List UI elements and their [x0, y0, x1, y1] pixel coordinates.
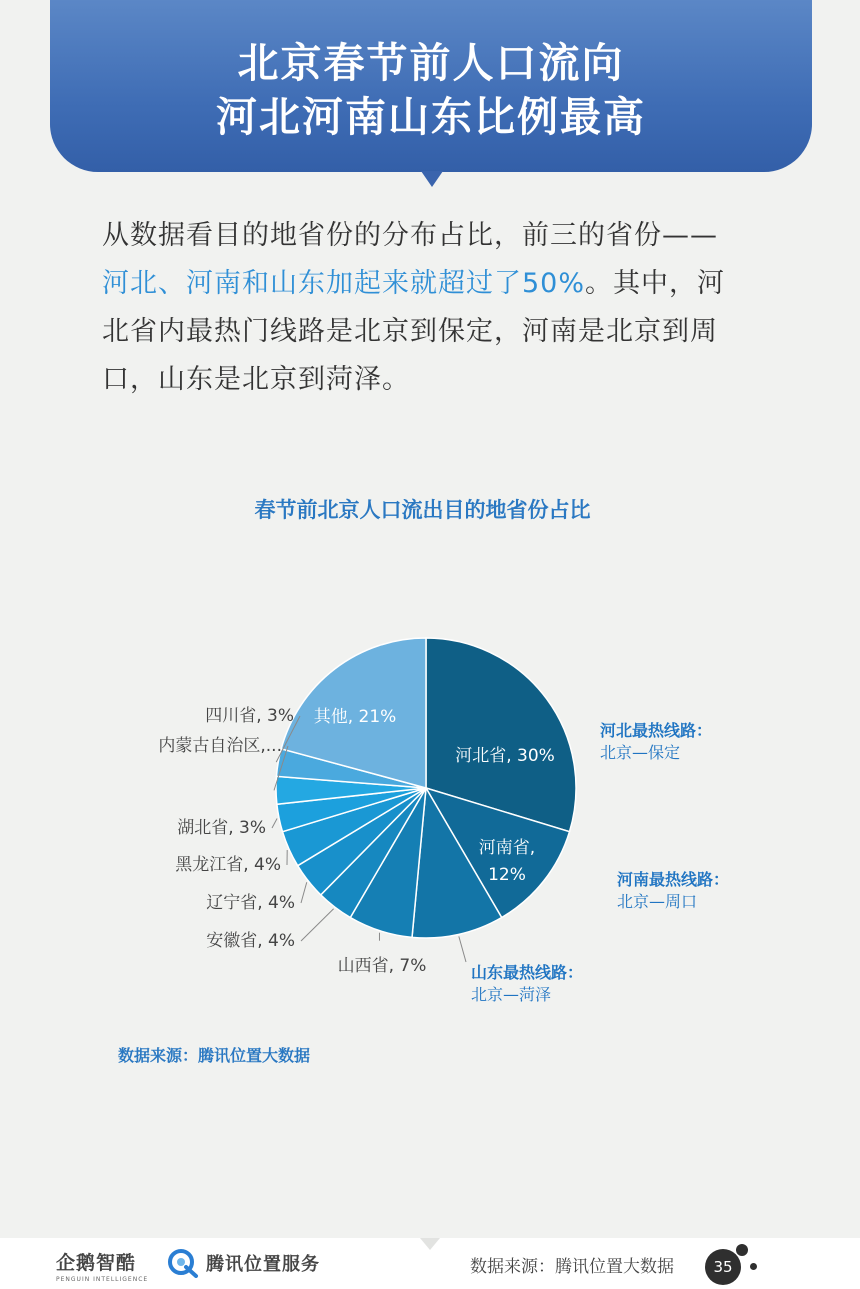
pie-leader-5: [301, 882, 307, 903]
footer-pointer: [420, 1238, 440, 1250]
pie-leader-7: [272, 819, 277, 828]
page-title-line1: 北京春节前人口流向: [237, 39, 625, 87]
intro-text-1: 从数据看目的地省份的分布占比，前三的省份——: [102, 220, 718, 251]
route-shandong-value: 北京—菏泽: [471, 985, 552, 1004]
route-henan: [617, 869, 729, 913]
pie-label-4: 安徽省, 4%: [206, 931, 295, 951]
route-hebei-value: 北京—保定: [600, 743, 681, 762]
pie-leader-shandong: [459, 936, 466, 962]
page-number: 35: [705, 1249, 741, 1285]
pie-label-henan-line1: 河南省,: [478, 838, 536, 858]
penguin-logo-subtext: PENGUIN INTELLIGENCE: [56, 1276, 149, 1283]
intro-highlight: 河北、河南和山东加起来就超过了50%: [102, 268, 586, 299]
pie-label-5: 辽宁省, 4%: [206, 893, 295, 913]
page-title: [50, 36, 812, 144]
pie-label-8: 内蒙古自治区,...: [158, 736, 282, 756]
pie-label-henan-line2: 12%: [488, 865, 526, 885]
route-henan-title: 河南最热线路：: [617, 870, 730, 889]
tencent-location-text: 腾讯位置服务: [206, 1254, 320, 1275]
location-pin-icon: [166, 1248, 200, 1278]
tencent-location-logo: [166, 1248, 320, 1278]
banner-pointer: [421, 171, 443, 187]
pie-label-7: 湖北省, 3%: [177, 818, 266, 838]
route-hebei-title: 河北最热线路：: [600, 721, 713, 740]
chart-title: 春节前北京人口流出目的地省份占比: [254, 498, 591, 522]
penguin-logo: [56, 1248, 148, 1283]
pie-leader-4: [301, 909, 334, 941]
pie-label-9: 四川省, 3%: [205, 706, 294, 726]
footer-source: 数据来源：腾讯位置大数据: [470, 1257, 674, 1277]
intro-paragraph: [102, 212, 742, 404]
page-title-line2: 河北河南山东比例最高: [216, 93, 646, 141]
pie-label-6: 黑龙江省, 4%: [175, 855, 281, 875]
route-shandong: [471, 962, 583, 1006]
page-dot-large: [736, 1244, 748, 1256]
route-shandong-title: 山东最热线路：: [471, 963, 584, 982]
penguin-logo-text: 企鹅智酷: [56, 1252, 137, 1274]
route-henan-value: 北京—周口: [617, 892, 698, 911]
pie-label-other: 其他, 21%: [313, 707, 397, 727]
chart-source: 数据来源：腾讯位置大数据: [118, 1046, 311, 1065]
pie-label-3: 山西省, 7%: [337, 956, 427, 976]
pie-label-hebei: 河北省, 30%: [455, 746, 555, 766]
intro-text-2: 。其中，河北省内最热门线路是北京到保定，河南是北京到周口，山东是北京到菏泽。: [102, 268, 726, 395]
pie-chart: [0, 600, 860, 1020]
route-hebei: [600, 720, 712, 764]
page-dot-small: [750, 1263, 757, 1270]
